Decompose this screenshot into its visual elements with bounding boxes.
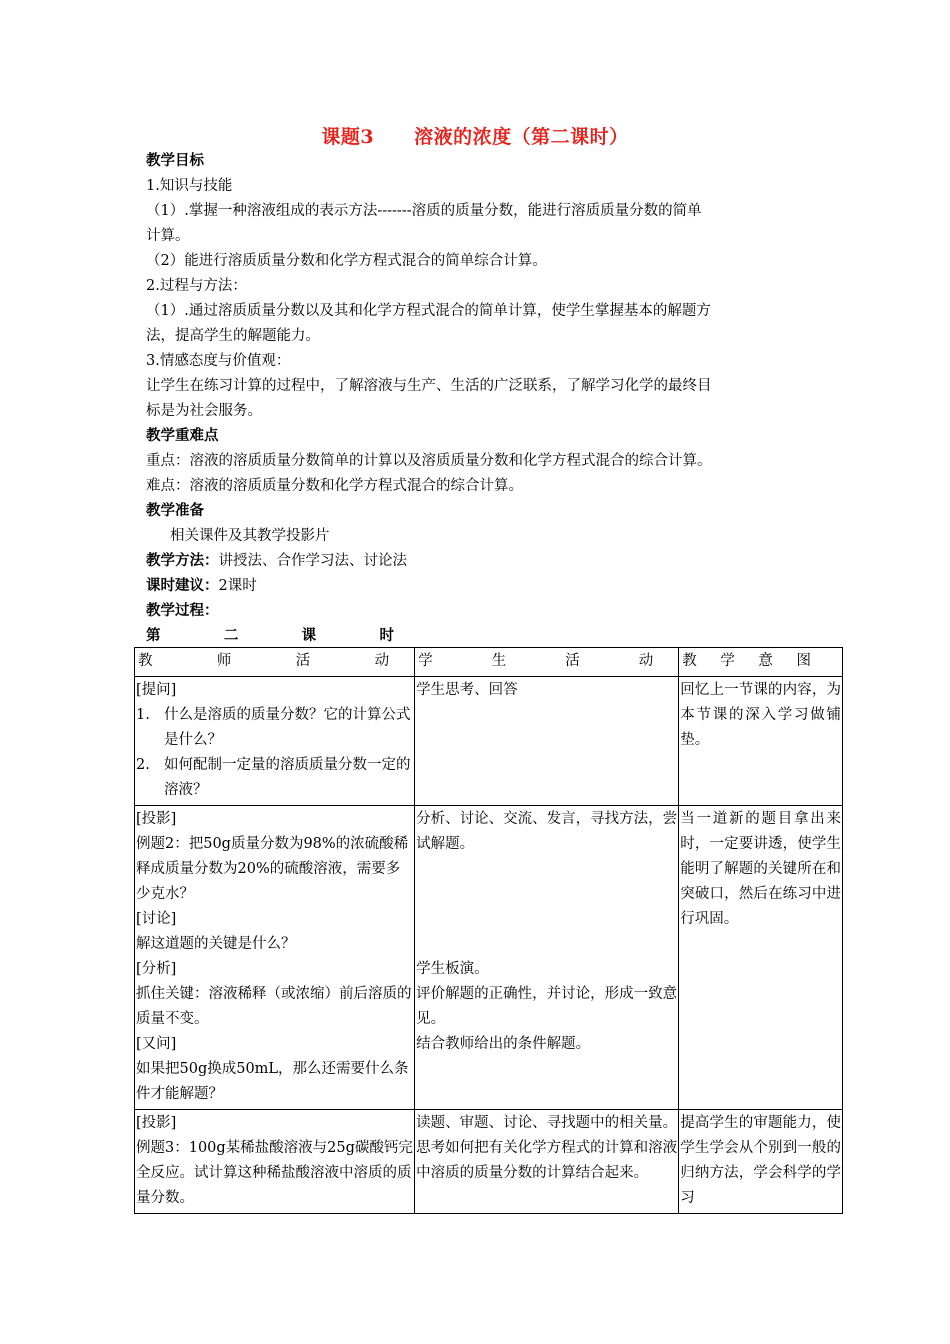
tag-analysis: [分析] bbox=[136, 961, 177, 977]
objective-section-2: 2.过程与方法： bbox=[146, 278, 247, 294]
title-topic: 溶液的浓度（第二课时） bbox=[414, 126, 629, 148]
prep-text: 相关课件及其教学投影片 bbox=[170, 528, 330, 544]
method-line bbox=[146, 549, 826, 573]
header-teacher-activity: 教 师 活 动 bbox=[135, 648, 415, 677]
difficulty-heading: 教学重难点 bbox=[146, 427, 219, 444]
lesson-title bbox=[0, 122, 950, 149]
objective-section-3: 3.情感态度与价值观： bbox=[146, 353, 291, 369]
teaching-intent-cell: 提高学生的审题能力，使学生学会从个别到一般的归纳方法，学会科学的学习 bbox=[679, 1110, 843, 1214]
header-teaching-intent: 教 学 意 图 bbox=[679, 648, 843, 677]
list-item: 2. 如何配制一定量的溶质质量分数一定的溶液？ bbox=[136, 757, 411, 798]
difficult-point: 难点：溶液的溶质质量分数和化学方程式混合的综合计算。 bbox=[146, 478, 523, 494]
lesson-label: 第 二 课 时 bbox=[146, 627, 394, 644]
table-row bbox=[135, 677, 843, 806]
table-row bbox=[135, 806, 843, 1110]
objective-3-line2: 标是为社会服务。 bbox=[146, 403, 262, 419]
tag-projection: [投影] bbox=[136, 1115, 177, 1131]
key-point: 重点：溶液的溶质质量分数简单的计算以及溶质质量分数和化学方程式混合的综合计算。 bbox=[146, 453, 712, 469]
hours-text: 2课时 bbox=[218, 578, 257, 594]
objective-1-2: （2）能进行溶质质量分数和化学方程式混合的简单综合计算。 bbox=[146, 253, 547, 269]
teacher-activity-cell: [投影] 例题2：把50g质量分数为98%的浓硫酸稀释成质量分数为20%的硫酸溶液，需要多少克水？ [讨论] 解这道题的关键是什么？ [分析] 抓住关键：溶液稀释（或浓缩）前后溶质的质量不变。 [又问] 如果把50g换成50mL，那么还需要什么条件才能解题？ bbox=[135, 806, 415, 1110]
objective-1-1-line1: （1）.掌握一种溶液组成的表示方法-------溶质的质量分数，能进行溶质质量分数的简单 bbox=[146, 203, 702, 219]
objective-1-1-line2: 计算。 bbox=[146, 228, 190, 244]
teaching-intent-cell: 回忆上一节课的内容，为本节课的深入学习做铺垫。 bbox=[679, 677, 843, 806]
teacher-activity-cell bbox=[135, 1110, 415, 1214]
teacher-activity-cell bbox=[135, 677, 415, 806]
objective-2-1-line2: 法，提高学生的解题能力。 bbox=[146, 328, 320, 344]
objective-section-1: 1.知识与技能 bbox=[146, 178, 233, 194]
student-activity-cell: 读题、审题、讨论、寻找题中的相关量。思考如何把有关化学方程式的计算和溶液中溶质的质量分数的计算结合起来。 bbox=[415, 1110, 679, 1214]
table-header-row bbox=[135, 648, 843, 677]
student-activity-cell: 学生思考、回答 bbox=[415, 677, 679, 806]
table-row bbox=[135, 1110, 843, 1214]
objectives-heading: 教学目标 bbox=[146, 152, 204, 169]
objective-2-1-line1: （1）.通过溶质质量分数以及其和化学方程式混合的简单计算，使学生掌握基本的解题方 bbox=[146, 303, 711, 319]
tag-projection: [投影] bbox=[136, 811, 177, 827]
tag-question: [提问] bbox=[136, 682, 177, 698]
tag-follow-up: [又问] bbox=[136, 1036, 177, 1052]
tag-discussion: [讨论] bbox=[136, 911, 177, 927]
title-lesson-number: 课题3 bbox=[321, 126, 375, 148]
method-text: 讲授法、合作学习法、讨论法 bbox=[218, 553, 407, 569]
student-activity-cell: 分析、讨论、交流、发言，寻找方法，尝试解题。 学生板演。 评价解题的正确性，并讨论，形成一致意见。 结合教师给出的条件解题。 bbox=[415, 806, 679, 1110]
teaching-process-table bbox=[134, 647, 843, 1214]
teaching-intent-cell: 当一道新的题目拿出来时，一定要讲透，使学生能明了解题的关键所在和突破口，然后在练习中进行巩固。 bbox=[679, 806, 843, 1110]
example-2: 例题2：把50g质量分数为98%的浓硫酸稀释成质量分数为20%的硫酸溶液，需要多少克水？ bbox=[136, 836, 409, 902]
example-3: 例题3：100g某稀盐酸溶液与25g碳酸钙完全反应。试计算这种稀盐酸溶液中溶质的质量分数。 bbox=[136, 1140, 413, 1206]
objective-3-line1: 让学生在练习计算的过程中，了解溶液与生产、生活的广泛联系，了解学习化学的最终目 bbox=[146, 378, 712, 394]
list-item: 1. 什么是溶质的质量分数？它的计算公式是什么？ bbox=[136, 707, 411, 748]
prep-heading: 教学准备 bbox=[146, 502, 204, 519]
hours-line bbox=[146, 574, 826, 598]
header-student-activity: 学 生 活 动 bbox=[415, 648, 679, 677]
method-label: 教学方法： bbox=[146, 552, 219, 569]
process-heading: 教学过程： bbox=[146, 602, 219, 619]
hours-label: 课时建议： bbox=[146, 577, 219, 594]
